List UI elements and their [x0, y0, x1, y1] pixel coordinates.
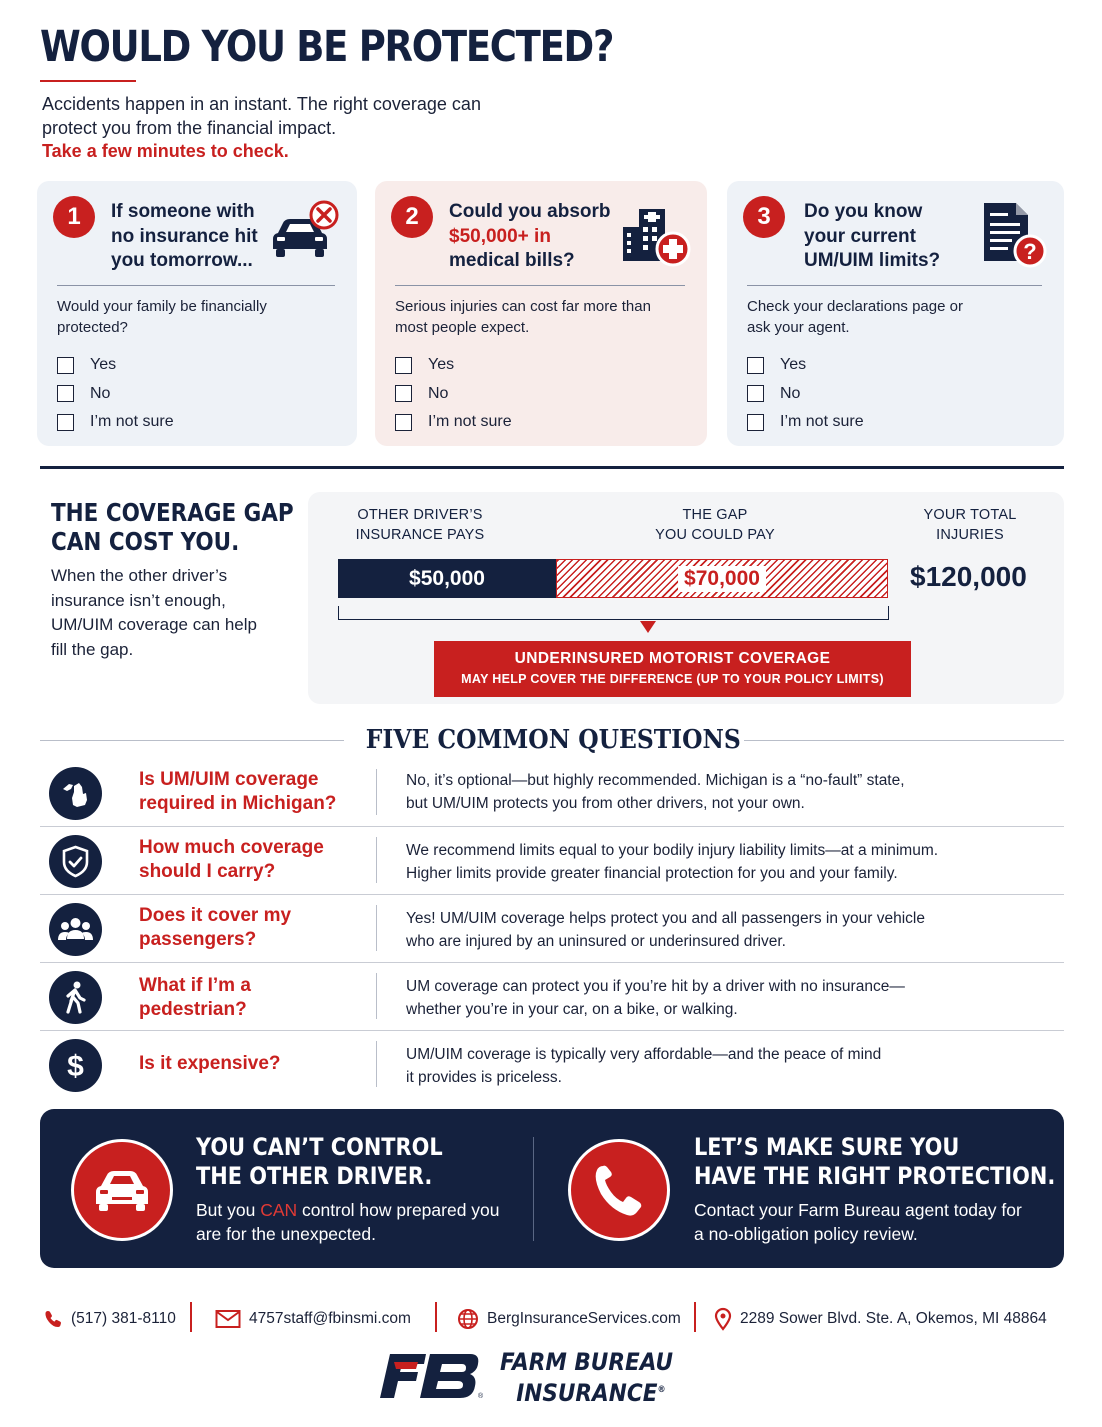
section-divider [40, 466, 1064, 469]
svg-text:?: ? [1023, 239, 1037, 264]
faq-question: Is UM/UIM coverage required in Michigan? [139, 769, 337, 814]
card-question: Could you absorb $50,000+ in medical bills? [449, 201, 611, 271]
faq-answer: UM coverage can protect you if you’re hit by a driver with no insurance— whether you’re in your car, on a bike, or walking. [406, 978, 905, 1018]
card-options [747, 351, 864, 437]
question-card-2 [375, 181, 707, 446]
farm-bureau-logo-icon [378, 1352, 484, 1400]
faq-question: What if I’m a pedestrian? [139, 975, 251, 1020]
bar-insurance-pays: $50,000 [338, 559, 556, 598]
col-header-other-driver: OTHER DRIVER’S INSURANCE PAYS [355, 507, 485, 543]
option-not-sure[interactable]: I’m not sure [57, 408, 174, 437]
total-injuries-amount: $120,000 [910, 561, 1027, 592]
option-not-sure[interactable]: I’m not sure [747, 408, 864, 437]
option-yes[interactable]: Yes [747, 351, 864, 380]
faq-item [40, 759, 1064, 827]
faq-answer: We recommend limits equal to your bodily injury liability limits—at a minimum. Higher limits provide greater financial protection for you and your family. [406, 842, 939, 882]
car-icon [71, 1139, 173, 1241]
envelope-icon [215, 1309, 241, 1329]
faq-item [40, 1031, 1064, 1099]
card-description: Serious injuries can cost far more than most people expect. [395, 298, 651, 336]
banner-separator [533, 1137, 534, 1241]
banner-left-text: But you CAN control how prepared you are for the unexpected. [196, 1200, 500, 1244]
checkbox[interactable] [747, 385, 764, 402]
contact-separator [435, 1302, 437, 1332]
checkbox[interactable] [747, 414, 764, 431]
phone-icon [568, 1139, 670, 1241]
underinsured-coverage-box: UNDERINSURED MOTORIST COVERAGE MAY HELP COVER THE DIFFERENCE (UP TO YOUR POLICY LIMITS) [434, 641, 911, 697]
card-description: Check your declarations page or ask your agent. [747, 298, 963, 336]
card-description: Would your family be financially protected? [57, 298, 267, 336]
checkbox[interactable] [395, 385, 412, 402]
col-header-total: YOUR TOTAL INJURIES [923, 507, 1017, 543]
farm-bureau-logo-text: FARM BUREAU INSURANCE® [500, 1348, 674, 1407]
option-no[interactable]: No [57, 380, 174, 409]
car-x-icon [269, 199, 341, 271]
banner-left-heading: YOU CAN’T CONTROL THE OTHER DRIVER. [196, 1133, 443, 1190]
arrow-down-icon [640, 621, 656, 633]
option-no[interactable]: No [747, 380, 864, 409]
contact-separator [190, 1302, 192, 1332]
option-not-sure[interactable]: I’m not sure [395, 408, 512, 437]
people-icon [49, 903, 102, 956]
faq-answer: No, it’s optional—but highly recommended. Michigan is a “no-fault” state, but UM/UIM protects you from other drivers, not your own. [406, 772, 905, 812]
option-no[interactable]: No [395, 380, 512, 409]
faq-item [40, 963, 1064, 1031]
map-pin-icon [714, 1307, 732, 1331]
document-question-icon [976, 199, 1048, 271]
michigan-icon [49, 767, 102, 820]
contact-separator [694, 1302, 696, 1332]
contact-phone[interactable]: (517) 381-8110 [43, 1306, 176, 1332]
faq-title: FIVE COMMON QUESTIONS [365, 725, 741, 755]
faq-separator [376, 905, 377, 951]
faq-question: Is it expensive? [139, 1053, 281, 1074]
contact-address[interactable]: 2289 Sower Blvd. Ste. A, Okemos, MI 48864 [714, 1306, 1047, 1332]
page-subtitle: Accidents happen in an instant. The right coverage can protect you from the financial impact. [42, 94, 481, 138]
banner-right-heading: LET’S MAKE SURE YOU HAVE THE RIGHT PROTECTION. [694, 1133, 1056, 1190]
faq-question: Does it cover my passengers? [139, 905, 292, 950]
page-cta: Take a few minutes to check. [42, 141, 289, 161]
option-yes[interactable]: Yes [57, 351, 174, 380]
contact-website[interactable]: BergInsuranceServices.com [457, 1306, 681, 1332]
faq-item [40, 827, 1064, 895]
faq-separator [376, 837, 377, 883]
globe-icon [457, 1308, 479, 1330]
faq-separator [376, 1041, 377, 1087]
card-divider [747, 285, 1042, 286]
bottom-banner [40, 1109, 1064, 1268]
coverage-gap-title: THE COVERAGE GAP CAN COST YOU. [51, 498, 294, 556]
svg-text:®: ® [478, 1393, 484, 1400]
gap-amount: $70,000 [678, 566, 766, 592]
question-card-1 [37, 181, 357, 446]
checkbox[interactable] [57, 414, 74, 431]
checkbox[interactable] [747, 357, 764, 374]
card-question: Do you know your current UM/UIM limits? [804, 201, 941, 271]
card-number: 1 [53, 196, 95, 238]
banner-right-text: Contact your Farm Bureau agent today for a no-obligation policy review. [694, 1200, 1022, 1244]
checkbox[interactable] [395, 414, 412, 431]
dollar-icon [49, 1039, 102, 1092]
title-underline [40, 80, 136, 82]
hospital-icon [619, 199, 691, 271]
card-options [395, 351, 512, 437]
checkbox[interactable] [57, 357, 74, 374]
checkbox[interactable] [395, 357, 412, 374]
question-card-3 [727, 181, 1064, 446]
col-header-gap: THE GAP YOU COULD PAY [655, 507, 775, 543]
svg-text:$: $ [67, 1050, 84, 1083]
faq-rule-left [40, 740, 344, 741]
faq-separator [376, 973, 377, 1019]
card-number: 2 [391, 196, 433, 238]
faq-answer: Yes! UM/UIM coverage helps protect you and all passengers in your vehicle who are injured by an uninsured or underinsured driver. [406, 910, 925, 950]
contact-email[interactable]: 4757staff@fbinsmi.com [215, 1306, 411, 1332]
card-options [57, 351, 174, 437]
card-number: 3 [743, 196, 785, 238]
faq-item [40, 895, 1064, 963]
coverage-gap-text: When the other driver’s insurance isn’t enough, UM/UIM coverage can help fill the gap. [51, 566, 257, 659]
faq-separator [376, 769, 377, 815]
faq-answer: UM/UIM coverage is typically very affordable—and the peace of mind it provides is priceless. [406, 1046, 882, 1086]
faq-rule-right [744, 740, 1064, 741]
phone-icon [43, 1309, 63, 1329]
card-divider [395, 285, 685, 286]
shield-check-icon [49, 835, 102, 888]
page-title: WOULD YOU BE PROTECTED? [40, 22, 614, 72]
card-question: If someone with no insurance hit you tomorrow... [111, 201, 258, 271]
faq-question: How much coverage should I carry? [139, 837, 324, 882]
gap-bracket [338, 606, 889, 620]
option-yes[interactable]: Yes [395, 351, 512, 380]
pedestrian-icon [49, 971, 102, 1024]
card-divider [57, 285, 335, 286]
bar-coverage-gap [556, 559, 888, 598]
checkbox[interactable] [57, 385, 74, 402]
